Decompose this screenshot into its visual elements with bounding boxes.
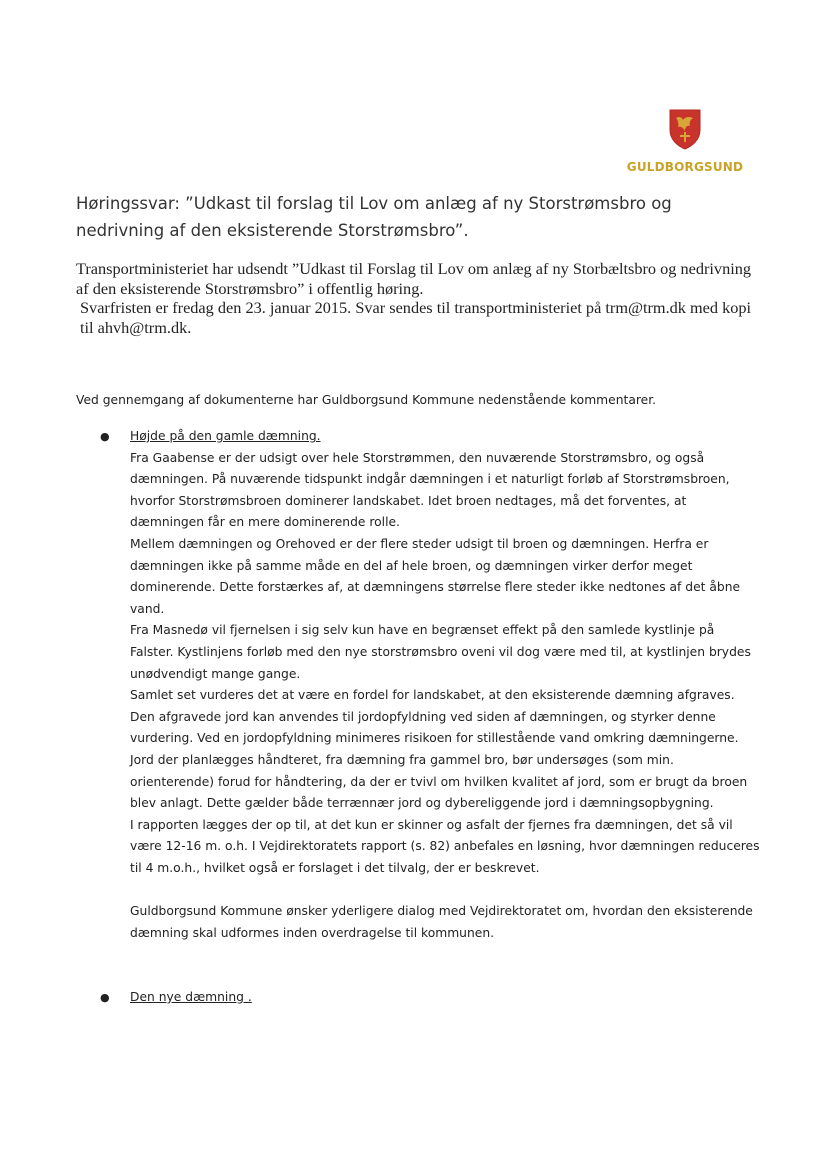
section-paragraph: Fra Masnedø vil fjernelsen i sig selv kun have en begrænset effekt på den samlede kystlinje på Falster. Kystlinjens forløb med den nye storstrømsbro oveni vil dog være med til, at kystlinjen brydes unødvendigt mange gange. [130, 623, 751, 681]
section-paragraph: Jord der planlægges håndteret, fra dæmning fra gammel bro, bør undersøges (som min. orienterende) forud for håndtering, da der er tvivl om hvilken kvalitet af jord, som er brugt da broen blev anlagt. Dette gælder både terrænnær jord og dybereliggende jord i dæmningsopbygning. [130, 752, 748, 811]
section-heading: Den nye dæmning . [130, 990, 252, 1004]
section-closing: Guldborgsund Kommune ønsker yderligere dialog med Vejdirektoratet om, hvordan den eksisterende dæmning skal udformes inden overdragelse til kommunen. [130, 904, 753, 940]
bullet-icon: ● [100, 430, 110, 443]
org-name: GULDBORGSUND [626, 160, 744, 174]
section-paragraph: Mellem dæmningen og Orehoved er der flere steder udsigt til broen og dæmningen. Herfra er dæmningen ikke på samme måde en del af hele broen, og dæmningen virker derfor meget dominerende. Dette forstærkes af, at dæmningens størrelse flere steder ikke nedtones af det åbne vand. [130, 536, 741, 616]
spacer [130, 879, 760, 901]
intro-paragraph: Svarfristen er fredag den 23. januar 2015. Svar sendes til transportministeriet på trm@trm.dk med kopi til ahvh@trm.dk. [80, 298, 752, 337]
section-heading: Højde på den gamle dæmning. [130, 429, 321, 443]
intro-paragraph: Transportministeriet har udsendt ”Udkast til Forslag til Lov om anlæg af ny Storbæltsbro og nedrivning af den eksisterende Storstrømsbro” i offentlig høring. [76, 259, 752, 298]
section-paragraph: Samlet set vurderes det at være en fordel for landskabet, at den eksisterende dæmning afgraves. Den afgravede jord kan anvendes til jordopfyldning ved siden af dæmningen, og styrker denne vurdering. Ved en jordopfyldning minimeres risikoen for stillestående vand omkring dæmningerne. [130, 688, 739, 746]
bullet-icon: ● [100, 991, 110, 1004]
comment-section [100, 426, 760, 944]
crest-icon [668, 108, 702, 150]
section-paragraph: Fra Gaabense er der udsigt over hele Storstrømmen, den nuværende Storstrømsbro, og også dæmningen. På nuværende tidspunkt indgår dæmningen i et naturligt forløb af Storstrømsbroen, hvorfor Storstrømsbroen dominerer landskabet. Idet broen nedtages, må det forventes, at dæmningen får en mere dominerende rolle. [130, 450, 730, 530]
lead-paragraph: Ved gennemgang af dokumenterne har Guldborgsund Kommune nedenstående kommentarer. [76, 393, 657, 407]
intro-block [76, 259, 766, 337]
municipality-logo [620, 108, 750, 174]
comment-section [100, 987, 760, 1009]
section-paragraph: I rapporten lægges der op til, at det kun er skinner og asfalt der fjernes fra dæmningen, det så vil være 12-16 m. o.h. I Vejdirektoratets rapport (s. 82) anbefales en løsning, hvor dæmningen reduceres til 4 m.o.h., hvilket også er forslaget i det tilvalg, der er beskrevet. [130, 817, 760, 875]
document-title: Høringssvar: ”Udkast til forslag til Lov om anlæg af ny Storstrømsbro og nedrivning af den eksisterende Storstrømsbro”. [76, 194, 672, 240]
